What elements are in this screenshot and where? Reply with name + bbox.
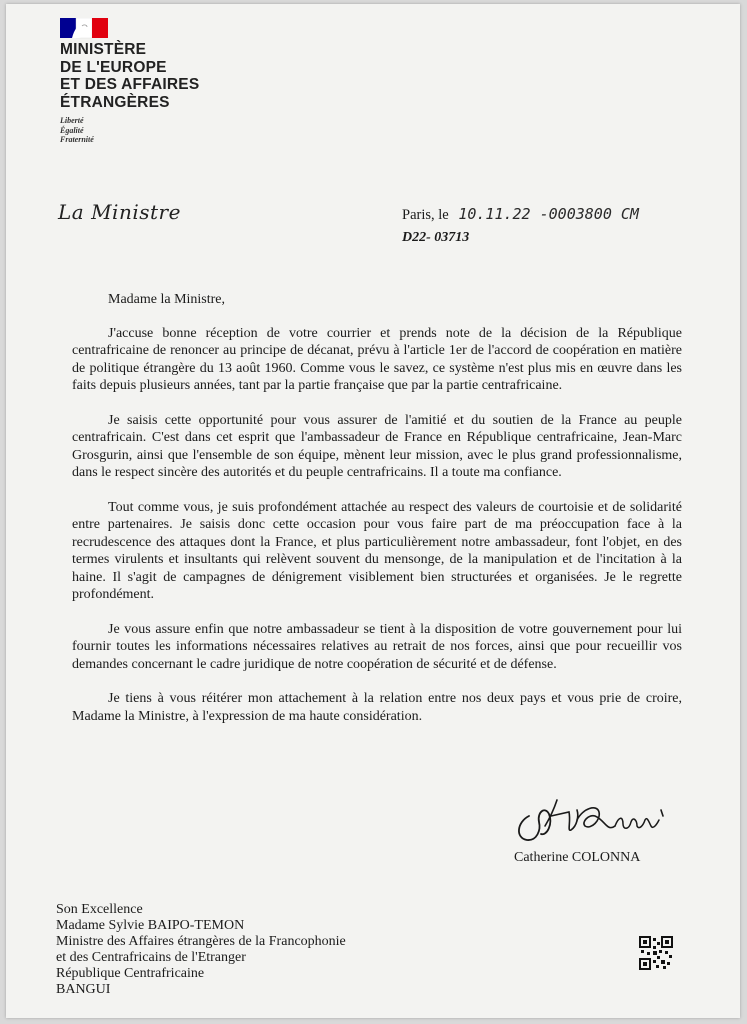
paragraph: Je vous assure enfin que notre ambassadeur se tient à la disposition de votre gouvernement pour lui fournir toutes les informations nécessaires relatives au retrait de nos forces, ainsi que pour recueillir vos demandes concernant le cadre juridique de notre coopération de sécurité et de défense. xyxy=(72,621,682,672)
ministry-line: ÉTRANGÈRES xyxy=(60,93,170,111)
recipient-line: Ministre des Affaires étrangères de la Francophonie xyxy=(56,934,346,949)
recipient-address xyxy=(56,902,346,998)
recipient-line: et des Centrafricains de l'Etranger xyxy=(56,950,246,965)
signer-name: Catherine COLONNA xyxy=(514,850,641,865)
paragraph: J'accuse bonne réception de votre courrier et prends note de la décision de la République centrafricaine de renoncer au principe de décanat, prévu à l'article 1er de l'accord de coopération en matière de politique étrangère du 13 août 1960. Comme vous le savez, ce système n'est plus mis en œuvre dans les faits depuis plusieurs années, tant par la partie française que par la partie centrafricaine. xyxy=(72,325,682,393)
marianne-logo-icon xyxy=(60,18,108,40)
salutation: Madame la Ministre, xyxy=(108,292,226,307)
place-label: Paris, le xyxy=(402,207,449,223)
letter-body xyxy=(72,291,682,742)
motto-fraternite: Fraternité xyxy=(60,135,94,144)
recipient-line: République Centrafricaine xyxy=(56,966,205,981)
reference-number: D22- 03713 xyxy=(402,230,470,245)
ministry-line: MINISTÈRE xyxy=(60,41,147,58)
paragraph: Je tiens à vous réitérer mon attachement à la relation entre nos deux pays et vous prie de croire, Madame la Ministre, à l'expression de ma haute considération. xyxy=(72,691,682,724)
handwritten-signature xyxy=(511,786,671,844)
ministry-name xyxy=(60,41,260,111)
ministry-line: ET DES AFFAIRES xyxy=(60,76,200,93)
motto-liberte: Liberté xyxy=(60,116,84,125)
paragraph: Je saisis cette opportunité pour vous assurer de l'amitié et du soutien de la France au peuple centrafricain. C'est dans cet esprit que l'ambassadeur de France en République centrafricaine, Jean-Marc Grosgurin, ainsi que l'ensemble de son équipe, mènent leur mission, avec le plus grand professionnalisme, dans le respect sincère des autorités et du peuple centrafricains. Il a toute ma confiance. xyxy=(72,412,682,480)
motto-egalite: Égalité xyxy=(60,125,84,135)
paragraph: Tout comme vous, je suis profondément attachée au respect des valeurs de courtoisie et de solidarité entre partenaires. Je saisis donc cette occasion pour vous faire part de ma préoccupation face à la recrudescence des attaques dont la France, et plus particulièrement notre ambassadeur, font l'objet, en des termes virulents et insultants qui relèvent souvent du mensonge, de la manipulation et de l'incitation à la haine. Il s'agit de campagnes de dénigrement visiblement bien structurées et organisées. Je le regrette profondément. xyxy=(72,499,682,602)
place-date xyxy=(402,205,639,224)
ministry-line: DE L'EUROPE xyxy=(60,58,167,76)
recipient-line: Son Excellence xyxy=(56,902,143,917)
letter-page xyxy=(6,4,740,1018)
recipient-line: Madame Sylvie BAIPO-TEMON xyxy=(56,918,245,933)
recipient-line: BANGUI xyxy=(56,982,111,997)
sender-title: La Ministre xyxy=(58,200,181,224)
republic-motto xyxy=(60,116,94,145)
handwritten-date: 10.11.22 -0003800 CM xyxy=(458,205,639,223)
qr-code-icon xyxy=(639,936,673,970)
